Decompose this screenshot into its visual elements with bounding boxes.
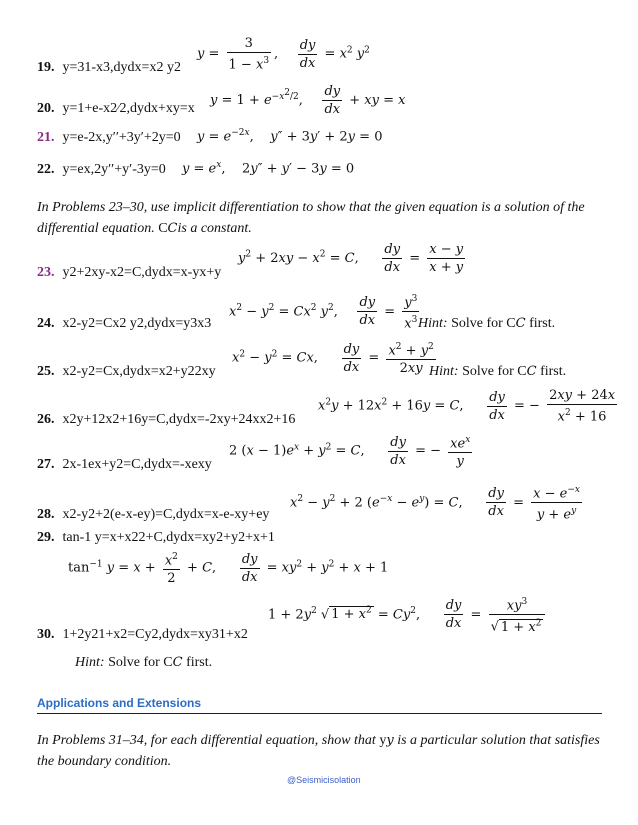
problem-28 (37, 507, 269, 523)
footer-watermark: @Seismicisolation (287, 775, 361, 785)
problem-number: 24. (37, 316, 55, 331)
hint-25: Hint: Solve for CC first. (429, 364, 567, 379)
problem-text: x2-y2=Cx,dydx=x2+y22xy (62, 364, 216, 379)
instructions-31-34: In Problems 31–34, for each differential equation, show that yy is a particular solution that satisfies the boundary condition. (37, 733, 600, 769)
problem-text: y2+2xy-x2=C,dydx=x-yx+y (62, 265, 222, 280)
problem-number: 25. (37, 364, 55, 379)
problem-number: 23. (37, 265, 55, 280)
problem-22 (37, 162, 166, 178)
instructions-23-30: In Problems 23–30, use implicit differentiation to show that the given equation is a solution of the differential equation. CCis a constant. (37, 200, 585, 236)
equation-29-display: $\tan^{-1} y = x$ + $\frac{x^2}{2}$ + C, $\frac{dy}{dx}$ = $xy^2 + y^2 + x + 1$ (68, 551, 389, 587)
hint-30: Hint: Solve for CC first. (75, 655, 213, 670)
equation-30-display: $1 + 2y^2$ √ $1 + x^2 = Cy^2$, $\frac{dy}{dx}$ = $\frac{xy^3}{√ 1 + x^2}$ (268, 595, 548, 635)
equation-25-display: $x^2 - y^2 = Cx$, $\frac{dy}{dx}$ = $\frac{x^2 + y^2}{2xy}$ (232, 341, 434, 377)
equation-22-display: $y = e^x$, 2y″ + y′ − 3y = 0 (182, 160, 355, 177)
problem-text: x2-y2=Cx2 y2,dydx=y3x3 (62, 316, 212, 331)
problem-number: 28. (37, 507, 55, 522)
problem-text: tan-1 y=x+x22+C,dydx=xy2+y2+x+1 (62, 530, 275, 545)
problem-number: 21. (37, 130, 55, 145)
hint-24: Hint: Solve for CC first. (418, 316, 556, 331)
problem-text: y=1+e-x2⁄2,dydx+xy=x (62, 101, 195, 116)
equation-23-display: $y^2 + 2xy - x^2 = C$, $\frac{dy}{dx}$ = $\frac{x - y}{x + y}$ (238, 242, 464, 275)
problem-text: y=ex,2y′′+y′-3y=0 (62, 162, 166, 177)
problem-23 (37, 265, 221, 281)
problem-25 (37, 364, 216, 380)
problem-number: 27. (37, 457, 55, 472)
problem-24 (37, 316, 211, 332)
section-heading-applications: Applications and Extensions (37, 696, 602, 714)
problem-text: x2-y2+2(e-x-ey)=C,dydx=x-e-xy+ey (62, 507, 270, 522)
equation-21-display: $y = e^{-2x}$, y″ + 3y′ + 2y = 0 (197, 128, 383, 145)
equation-19-display: y = $\frac{3}{1 - x^3}$ , $\frac{dy}{dx}$ = $x^2$ $y^2$ (197, 36, 370, 73)
problem-19 (37, 60, 181, 76)
problem-number: 19. (37, 60, 55, 75)
problem-29 (37, 530, 275, 546)
equation-20-display: $y = 1 + e^{-x^2/2}$, $\frac{dy}{dx}$ + xy = x (210, 84, 406, 117)
problem-number: 20. (37, 101, 55, 116)
problem-number: 30. (37, 627, 55, 642)
problem-text: 1+2y21+x2=Cy2,dydx=xy31+x2 (62, 627, 248, 642)
problem-text: x2y+12x2+16y=C,dydx=-2xy+24xx2+16 (62, 412, 296, 427)
equation-27-display: 2 $(x - 1)e^x + y^2 = C$, $\frac{dy}{dx}$ = − $\frac{xe^x}{y}$ (229, 434, 471, 470)
problem-30 (37, 627, 248, 643)
equation-24-display: $x^2 - y^2 = Cx^2$ $y^2$, $\frac{dy}{dx}$ = $\frac{y^3}{x^3}$ (229, 294, 418, 332)
equation-28-display: $x^2 - y^2 + 2$ $(e^{-x} - e^y) = C$, $\frac{dy}{dx}$ = $\frac{x - e^{-x}}{y + e^y}$ (290, 485, 580, 523)
problem-21 (37, 130, 181, 146)
equation-26-display: $x^2y + 12x^2 + 16y = C$, $\frac{dy}{dx}$ = − $\frac{2xy + 24x}{x^2 + 16}$ (318, 388, 616, 425)
problem-26 (37, 412, 295, 428)
problem-number: 26. (37, 412, 55, 427)
problem-text: y=31-x3,dydx=x2 y2 (62, 60, 181, 75)
problem-text: y=e-2x,y′′+3y′+2y=0 (62, 130, 181, 145)
problem-20 (37, 101, 195, 117)
problem-27 (37, 457, 212, 473)
problem-text: 2x-1ex+y2=C,dydx=-xexy (62, 457, 212, 472)
problem-number: 22. (37, 162, 55, 177)
problem-number: 29. (37, 530, 55, 545)
